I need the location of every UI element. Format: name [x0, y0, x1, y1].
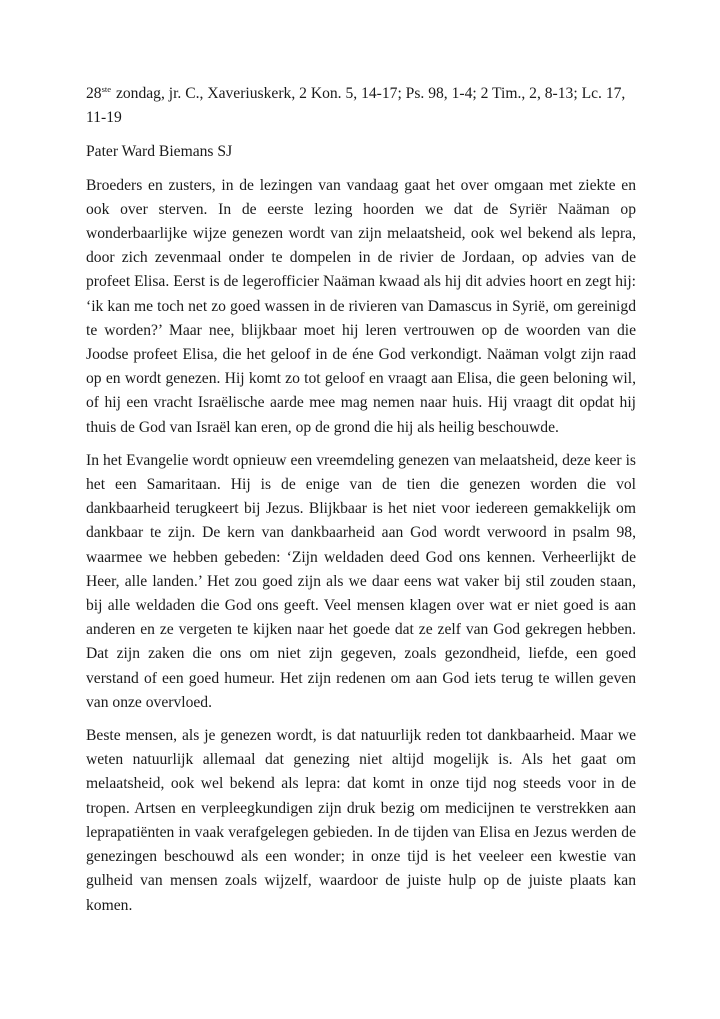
author-line: Pater Ward Biemans SJ [86, 143, 233, 161]
body-paragraph-2: In het Evangelie wordt opnieuw een vreemdeling genezen van melaatsheid, deze keer is het een Samaritaan. Hij is de enige van de tien die genezen worden die vol dankbaarheid terugkeert bij Jezus. Blijkbaar is het niet voor iedereen gemakkelijk om dankbaar te zijn. De kern van dankbaarheid aan God wordt verwoord in psalm 98, waarmee we hebben gebeden: ‘Zijn weldaden deed God ons kennen. Verheerlijkt de Heer, alle landen.’ Het zou goed zijn als we daar eens wat vaker bij stil zouden staan, bij alle weldaden die God ons geeft. Veel mensen klagen over wat er niet goed is aan anderen en ze vergeten te kijken naar het goede dat ze zelf van God gekregen hebben. Dat zijn zaken die ons om niet zijn gegeven, zoals gezondheid, liefde, een goed verstand of een goed humeur. Het zijn redenen om aan God iets terug te willen geven van onze overvloed. [86, 451, 636, 711]
heading-number: 28 [86, 85, 102, 102]
heading-ordinal-suffix: ste [101, 84, 112, 94]
document-page [86, 82, 636, 927]
body-paragraph-1: Broeders en zusters, in de lezingen van vandaag gaat het over omgaan met ziekte en ook over sterven. In de eerste lezing hoorden we dat de Syriër Naäman op wonderbaarlijke wijze genezen wordt van zijn melaatsheid, ook wel bekend als lepra, door zich zevenmaal onder te dompelen in de rivier de Jordaan, op advies van de profeet Elisa. Eerst is de legerofficier Naäman kwaad als hij dit advies hoort en zegt hij: ‘ik kan me toch net zo goed wassen in de rivieren van Damascus in Syrië, om gereinigd te worden?’ Maar nee, blijkbaar moet hij leren vertrouwen op de woorden van die Joodse profeet Elisa, die het geloof in de éne God verkondigt. Naäman volgt zijn raad op en wordt genezen. Hij komt zo tot geloof en vraagt aan Elisa, die geen beloning wil, of hij een vracht Israëlische aarde mee mag nemen naar huis. Hij vraagt dit opdat hij thuis de God van Israël kan eren, op de grond die hij als heilig beschouwde. [86, 176, 636, 436]
heading-text: zondag, jr. C., Xaveriuskerk, 2 Kon. 5, 14-17; Ps. 98, 1-4; 2 Tim., 2, 8-13; Lc. 17, 11-19 [86, 85, 626, 127]
body-paragraph-3: Beste mensen, als je genezen wordt, is dat natuurlijk reden tot dankbaarheid. Maar we weten natuurlijk allemaal dat genezing niet altijd mogelijk is. Als het gaat om melaatsheid, ook wel bekend als lepra: dat komt in onze tijd nog steeds voor in de tropen. Artsen en verpleegkundigen zijn druk bezig om medicijnen te verstrekken aan leprapatiënten in vaak verafgelegen gebieden. In de tijden van Elisa en Jezus werden de genezingen beschouwd als een wonder; in onze tijd is het veeleer een kwestie van gulheid van mensen zoals wijzelf, waardoor de juiste hulp op de juiste plaats kan komen. [86, 727, 636, 914]
document-heading [86, 82, 636, 130]
